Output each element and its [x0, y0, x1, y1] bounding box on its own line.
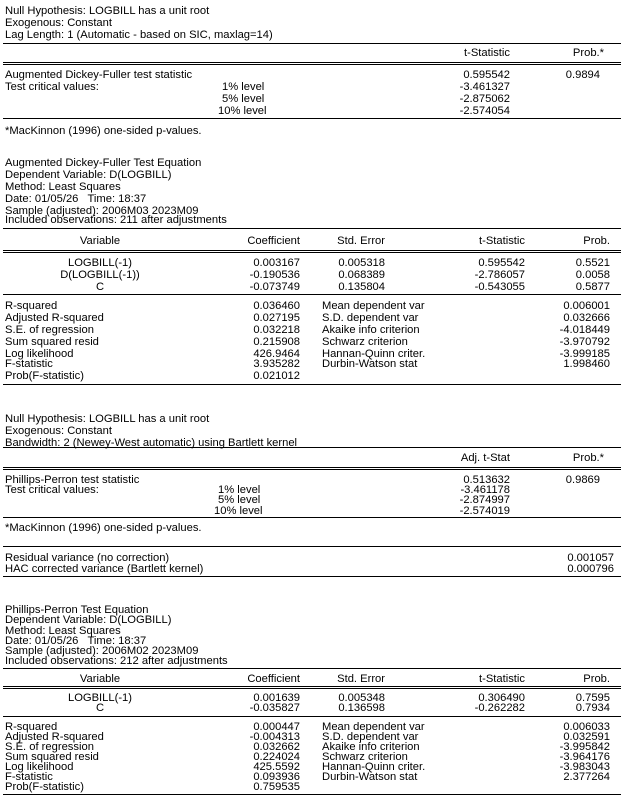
- t-statistic: -2.786057: [474, 269, 525, 281]
- prob: 0.7934: [575, 702, 610, 714]
- adf-exogenous: Exogenous: Constant: [5, 17, 112, 29]
- stat-value: 426.9464: [253, 348, 300, 360]
- stat-value: -3.999185: [559, 348, 610, 360]
- pp-footnote: *MacKinnon (1996) one-sided p-values.: [5, 522, 202, 534]
- stat-value: 0.000447: [253, 721, 300, 733]
- divider: [3, 576, 621, 577]
- pp-stat-value: 0.513632: [463, 474, 510, 486]
- adf-stat-prob: 0.9894: [565, 69, 600, 81]
- pp-crit-level: 10% level: [214, 505, 263, 517]
- t-statistic: 0.595542: [478, 257, 525, 269]
- t-statistic: -0.262282: [474, 702, 525, 714]
- divider: [3, 716, 621, 717]
- stat-value: 0.032218: [253, 324, 300, 336]
- adf-footnote: *MacKinnon (1996) one-sided p-values.: [5, 125, 202, 137]
- stat-label: F-statistic: [5, 358, 53, 370]
- variable-name: D(LOGBILL(-1)): [60, 269, 140, 281]
- stat-value: 0.027195: [253, 312, 300, 324]
- stat-label: Durbin-Watson stat: [322, 358, 418, 370]
- std-error: 0.136598: [338, 702, 385, 714]
- adf-stat-label: Augmented Dickey-Fuller test statistic: [5, 69, 193, 81]
- pp-col-prob: Prob.*: [572, 452, 604, 464]
- divider: [3, 668, 621, 669]
- variable-name: LOGBILL(-1): [67, 692, 133, 704]
- adf-crit-level: 5% level: [222, 93, 265, 105]
- variance-label: HAC corrected variance (Bartlett kernel): [5, 563, 204, 575]
- stat-value: 0.215908: [253, 336, 300, 348]
- stat-value: -3.970792: [559, 336, 610, 348]
- divider: [3, 467, 621, 470]
- pp-eq-date: Date: 01/05/26 Time: 18:37: [5, 635, 147, 647]
- stat-label: Sum squared resid: [5, 336, 99, 348]
- stat-label: S.E. of regression: [5, 324, 94, 336]
- coefficient: -0.035827: [249, 702, 300, 714]
- stat-value: 0.021012: [253, 370, 300, 382]
- divider: [3, 43, 621, 44]
- adf-eq-method: Method: Least Squares: [5, 181, 121, 193]
- pp-eq-title: Phillips-Perron Test Equation: [5, 604, 149, 616]
- divider: [3, 294, 621, 295]
- stat-label: S.D. dependent var: [322, 731, 419, 743]
- col-prob: Prob.: [583, 235, 610, 247]
- pp-eq-observations: Included observations: 212 after adjustments: [5, 655, 228, 667]
- stat-value: 0.006001: [563, 300, 610, 312]
- stat-label: Mean dependent var: [322, 721, 425, 733]
- stat-value: 0.032591: [563, 731, 610, 743]
- adf-lag-length: Lag Length: 1 (Automatic - based on SIC, maxlag=14): [5, 29, 273, 41]
- stat-label: S.D. dependent var: [322, 312, 419, 324]
- stat-value: 1.998460: [563, 358, 610, 370]
- pp-crit-level: 5% level: [218, 494, 261, 506]
- stat-value: 0.006033: [563, 721, 610, 733]
- t-statistic: -0.543055: [474, 281, 525, 293]
- stat-value: -3.964176: [559, 751, 610, 763]
- pp-eq-sample: Sample (adjusted): 2006M02 2023M09: [5, 645, 199, 657]
- col-std-error: Std. Error: [337, 673, 385, 685]
- adf-crit-value: -2.875062: [459, 93, 510, 105]
- divider: [3, 228, 621, 229]
- divider: [3, 118, 621, 119]
- adf-stat-value: 0.595542: [463, 69, 510, 81]
- col-variable: Variable: [79, 673, 121, 685]
- coefficient: -0.073749: [249, 281, 300, 293]
- stat-label: Durbin-Watson stat: [322, 771, 418, 783]
- adf-crit-label: Test critical values:: [5, 81, 99, 93]
- divider: [3, 794, 621, 795]
- pp-exogenous: Exogenous: Constant: [5, 425, 112, 437]
- stat-label: R-squared: [5, 721, 58, 733]
- stat-label: Adjusted R-squared: [5, 731, 104, 743]
- prob: 0.5521: [575, 257, 610, 269]
- coefficient: 0.003167: [253, 257, 300, 269]
- prob: 0.7595: [575, 692, 610, 704]
- pp-crit-level: 1% level: [218, 484, 261, 496]
- variance-value: 0.001057: [567, 552, 614, 564]
- stat-value: 0.036460: [253, 300, 300, 312]
- adf-eq-dependent: Dependent Variable: D(LOGBILL): [5, 169, 172, 181]
- adf-crit-level: 10% level: [218, 105, 267, 117]
- stat-label: F-statistic: [5, 771, 53, 783]
- stat-label: Akaike info criterion: [322, 741, 420, 753]
- prob: 0.5877: [575, 281, 610, 293]
- stat-value: 0.759535: [253, 781, 300, 793]
- divider: [3, 517, 621, 518]
- pp-stat-label: Phillips-Perron test statistic: [5, 474, 140, 486]
- variable-name: LOGBILL(-1): [67, 257, 133, 269]
- adf-crit-value: -3.461327: [459, 81, 510, 93]
- col-t-statistic: t-Statistic: [478, 235, 525, 247]
- pp-eq-method: Method: Least Squares: [5, 625, 121, 637]
- variance-label: Residual variance (no correction): [5, 552, 170, 564]
- stat-value: -3.995842: [559, 741, 610, 753]
- pp-null-hypothesis: Null Hypothesis: LOGBILL has a unit root: [5, 413, 210, 425]
- adf-col-prob: Prob.*: [572, 47, 604, 59]
- variance-value: 0.000796: [567, 563, 614, 575]
- stat-label: Akaike info criterion: [322, 324, 420, 336]
- stat-label: Log likelihood: [5, 761, 74, 773]
- adf-col-tstat: t-Statistic: [463, 47, 510, 59]
- variable-name: C: [95, 281, 105, 293]
- stat-label: Schwarz criterion: [322, 336, 408, 348]
- stat-value: 2.377264: [563, 771, 610, 783]
- col-t-statistic: t-Statistic: [478, 673, 525, 685]
- coefficient: 0.001639: [253, 692, 300, 704]
- coefficient: -0.190536: [249, 269, 300, 281]
- adf-null-hypothesis: Null Hypothesis: LOGBILL has a unit root: [5, 5, 210, 17]
- std-error: 0.068389: [338, 269, 385, 281]
- adf-eq-title: Augmented Dickey-Fuller Test Equation: [5, 157, 202, 169]
- stat-label: R-squared: [5, 300, 58, 312]
- stat-label: Prob(F-statistic): [5, 370, 84, 382]
- stat-label: Hannan-Quinn criter.: [322, 761, 426, 773]
- std-error: 0.005318: [338, 257, 385, 269]
- stat-label: Log likelihood: [5, 348, 74, 360]
- stat-value: 0.093936: [253, 771, 300, 783]
- col-variable: Variable: [79, 235, 121, 247]
- stat-label: Prob(F-statistic): [5, 781, 84, 793]
- prob: 0.0058: [575, 269, 610, 281]
- stat-label: S.E. of regression: [5, 741, 94, 753]
- divider: [3, 686, 621, 689]
- adf-crit-level: 1% level: [222, 81, 265, 93]
- pp-crit-value: -2.874997: [459, 494, 510, 506]
- adf-crit-value: -2.574054: [459, 105, 510, 117]
- stat-label: Adjusted R-squared: [5, 312, 104, 324]
- stat-value: -3.983043: [559, 761, 610, 773]
- divider: [3, 384, 621, 385]
- pp-stat-prob: 0.9869: [565, 474, 600, 486]
- col-coefficient: Coefficient: [247, 673, 300, 685]
- std-error: 0.135804: [338, 281, 385, 293]
- stat-value: 425.5592: [253, 761, 300, 773]
- stat-label: Schwarz criterion: [322, 751, 408, 763]
- stat-label: Sum squared resid: [5, 751, 99, 763]
- std-error: 0.005348: [338, 692, 385, 704]
- pp-crit-value: -3.461178: [460, 484, 510, 496]
- divider: [3, 62, 621, 65]
- stat-value: 3.935282: [253, 358, 300, 370]
- col-std-error: Std. Error: [337, 235, 385, 247]
- divider: [3, 546, 621, 547]
- adf-eq-sample: Sample (adjusted): 2006M03 2023M09: [5, 205, 199, 217]
- stat-value: -0.004313: [249, 731, 300, 743]
- adf-eq-observations: Included observations: 211 after adjustments: [5, 214, 227, 226]
- pp-bandwidth: Bandwidth: 2 (Newey-West automatic) using Bartlett kernel: [5, 437, 298, 449]
- col-coefficient: Coefficient: [247, 235, 300, 247]
- stat-value: 0.224024: [253, 751, 300, 763]
- variable-name: C: [95, 702, 105, 714]
- stat-label: Hannan-Quinn criter.: [322, 348, 426, 360]
- stat-value: 0.032662: [253, 741, 300, 753]
- col-prob: Prob.: [583, 673, 610, 685]
- pp-crit-value: -2.574019: [459, 505, 510, 517]
- stat-value: 0.032666: [563, 312, 610, 324]
- divider: [3, 447, 621, 448]
- pp-col-tstat: Adj. t-Stat: [460, 452, 510, 464]
- stat-value: -4.018449: [559, 324, 610, 336]
- divider: [3, 250, 621, 253]
- pp-eq-dependent: Dependent Variable: D(LOGBILL): [5, 614, 172, 626]
- stat-label: Mean dependent var: [322, 300, 425, 312]
- t-statistic: 0.306490: [478, 692, 525, 704]
- pp-crit-label: Test critical values:: [5, 484, 99, 496]
- adf-eq-date: Date: 01/05/26 Time: 18:37: [5, 193, 147, 205]
